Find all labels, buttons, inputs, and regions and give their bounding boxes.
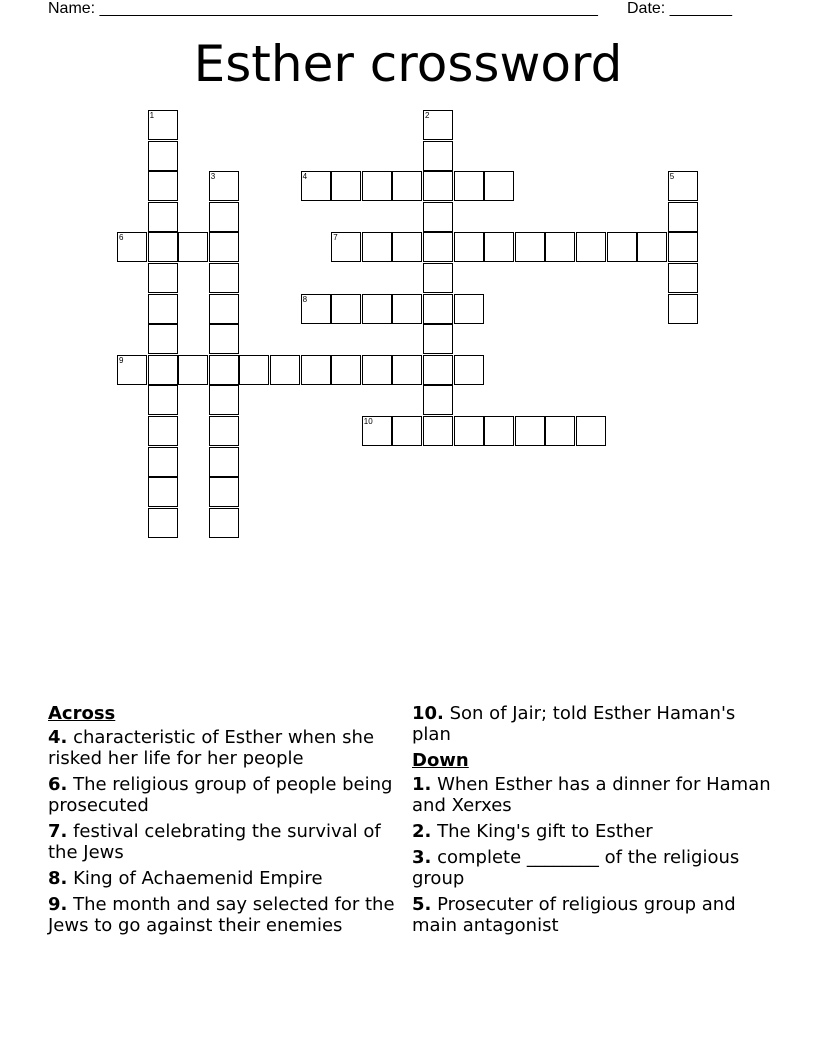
clue-item-text: The religious group of people being prosecuted <box>48 774 393 816</box>
grid-cell[interactable] <box>148 477 178 507</box>
grid-cell[interactable] <box>576 232 606 262</box>
grid-cell[interactable] <box>301 171 331 201</box>
grid-cell[interactable] <box>423 294 453 324</box>
clue-number: 8 <box>302 294 308 304</box>
grid-cell[interactable] <box>515 416 545 446</box>
grid-cell[interactable] <box>331 171 361 201</box>
grid-cell[interactable] <box>148 447 178 477</box>
clue-item-text: festival celebrating the survival of the Jews <box>48 821 381 863</box>
grid-cell[interactable] <box>331 355 361 385</box>
grid-cell[interactable] <box>209 232 239 262</box>
grid-cell[interactable] <box>423 171 453 201</box>
down-heading: Down <box>412 750 469 771</box>
clue-number: 6 <box>119 233 124 243</box>
grid-cell[interactable] <box>209 202 239 232</box>
grid-cell[interactable] <box>362 232 392 262</box>
grid-cell[interactable] <box>209 416 239 446</box>
grid-cell[interactable] <box>209 263 239 293</box>
grid-cell[interactable] <box>423 202 453 232</box>
clue-item-number: 8. <box>48 868 68 889</box>
clue-item-text: complete ________ of the religious group <box>412 847 740 889</box>
grid-cell[interactable] <box>178 355 208 385</box>
clue-item-number: 2. <box>412 821 432 842</box>
across-heading: Across <box>48 703 116 724</box>
grid-cell[interactable] <box>148 324 178 354</box>
grid-cell[interactable] <box>484 416 514 446</box>
grid-cell[interactable] <box>209 508 239 538</box>
grid-cell[interactable] <box>178 232 208 262</box>
grid-cell[interactable] <box>148 508 178 538</box>
grid-cell[interactable] <box>668 232 698 262</box>
grid-cell[interactable] <box>454 355 484 385</box>
grid-cell[interactable] <box>148 294 178 324</box>
grid-cell[interactable] <box>362 416 392 446</box>
grid-cell[interactable] <box>392 232 422 262</box>
grid-cell[interactable] <box>301 355 331 385</box>
grid-cell[interactable] <box>148 232 178 262</box>
clue-number: 4 <box>302 172 308 182</box>
clue-item <box>412 894 772 936</box>
grid-cell[interactable] <box>484 232 514 262</box>
clue-item-number: 9. <box>48 894 68 915</box>
clue-item <box>412 821 772 842</box>
grid-cell[interactable] <box>148 355 178 385</box>
grid-cell[interactable] <box>148 416 178 446</box>
grid-cell[interactable] <box>148 110 178 140</box>
name-field-label: Name: ________________________________________________________ <box>48 0 598 17</box>
grid-cell[interactable] <box>392 294 422 324</box>
grid-cell[interactable] <box>668 171 698 201</box>
grid-cell[interactable] <box>423 110 453 140</box>
across-clues-column <box>48 703 403 941</box>
right-clues-column <box>412 703 772 941</box>
grid-cell[interactable] <box>148 171 178 201</box>
clue-item-text: Son of Jair; told Esther Haman's plan <box>412 703 736 745</box>
grid-cell[interactable] <box>392 416 422 446</box>
grid-cell[interactable] <box>423 141 453 171</box>
grid-cell[interactable] <box>454 232 484 262</box>
clue-item-number: 10. <box>412 703 444 724</box>
grid-cell[interactable] <box>515 232 545 262</box>
clue-number: 5 <box>669 172 675 182</box>
grid-cell[interactable] <box>576 416 606 446</box>
clue-number: 10 <box>363 417 373 426</box>
grid-cell[interactable] <box>423 355 453 385</box>
clue-item-text: Prosecuter of religious group and main antagonist <box>412 894 736 936</box>
clue-item-text: King of Achaemenid Empire <box>67 868 323 889</box>
grid-cell[interactable] <box>148 141 178 171</box>
grid-cell[interactable] <box>637 232 667 262</box>
grid-cell[interactable] <box>392 355 422 385</box>
grid-cell[interactable] <box>423 416 453 446</box>
clue-item-text: The King's gift to Esther <box>431 821 653 842</box>
grid-cell[interactable] <box>117 355 147 385</box>
clue-item <box>412 774 772 816</box>
grid-cell[interactable] <box>209 171 239 201</box>
across-clue-list <box>48 727 403 936</box>
clue-item <box>48 821 403 863</box>
clue-item-text: The month and say selected for the Jews to go against their enemies <box>48 894 395 936</box>
clue-number: 7 <box>333 233 338 243</box>
grid-cell[interactable] <box>362 355 392 385</box>
clue-item-number: 5. <box>412 894 432 915</box>
clue-item-number: 4. <box>48 727 68 748</box>
clue-item <box>48 868 403 889</box>
grid-cell[interactable] <box>331 232 361 262</box>
grid-cell[interactable] <box>239 355 269 385</box>
grid-cell[interactable] <box>668 202 698 232</box>
grid-cell[interactable] <box>362 171 392 201</box>
grid-cell[interactable] <box>423 232 453 262</box>
clue-item-number: 7. <box>48 821 68 842</box>
grid-cell[interactable] <box>148 385 178 415</box>
grid-cell[interactable] <box>423 385 453 415</box>
grid-cell[interactable] <box>454 294 484 324</box>
grid-cell[interactable] <box>148 263 178 293</box>
grid-cell[interactable] <box>454 171 484 201</box>
grid-cell[interactable] <box>668 263 698 293</box>
grid-cell[interactable] <box>668 294 698 324</box>
grid-cell[interactable] <box>148 202 178 232</box>
grid-cell[interactable] <box>209 477 239 507</box>
clue-number: 3 <box>210 172 216 182</box>
clue-number: 1 <box>149 111 155 120</box>
grid-cell[interactable] <box>209 294 239 324</box>
across-clue-list-continued <box>412 703 772 745</box>
grid-cell[interactable] <box>545 416 575 446</box>
grid-cell[interactable] <box>209 324 239 354</box>
clue-item <box>48 774 403 816</box>
grid-cell[interactable] <box>209 447 239 477</box>
grid-cell[interactable] <box>209 355 239 385</box>
grid-cell[interactable] <box>209 385 239 415</box>
grid-cell[interactable] <box>270 355 300 385</box>
clue-number: 2 <box>425 111 430 120</box>
grid-cell[interactable] <box>301 294 331 324</box>
clue-item-text: characteristic of Esther when she risked her life for her people <box>48 727 375 769</box>
clue-item-text: When Esther has a dinner for Haman and Xerxes <box>412 774 771 816</box>
grid-cell[interactable] <box>331 294 361 324</box>
clue-item-number: 1. <box>412 774 432 795</box>
date-field-label: Date: _______ <box>627 0 732 17</box>
grid-cell[interactable] <box>423 263 453 293</box>
grid-cell[interactable] <box>484 171 514 201</box>
clue-item <box>412 703 772 745</box>
clue-number: 9 <box>119 355 124 365</box>
page-title: Esther crossword <box>193 35 623 93</box>
grid-cell[interactable] <box>362 294 392 324</box>
clue-item-number: 6. <box>48 774 68 795</box>
clue-item <box>412 847 772 889</box>
clue-item <box>48 894 403 936</box>
grid-cell[interactable] <box>117 232 147 262</box>
down-clue-list <box>412 774 772 936</box>
clue-item <box>48 727 403 769</box>
grid-cell[interactable] <box>454 416 484 446</box>
grid-cell[interactable] <box>392 171 422 201</box>
grid-cell[interactable] <box>545 232 575 262</box>
grid-cell[interactable] <box>423 324 453 354</box>
clue-item-number: 3. <box>412 847 432 868</box>
grid-cell[interactable] <box>607 232 637 262</box>
